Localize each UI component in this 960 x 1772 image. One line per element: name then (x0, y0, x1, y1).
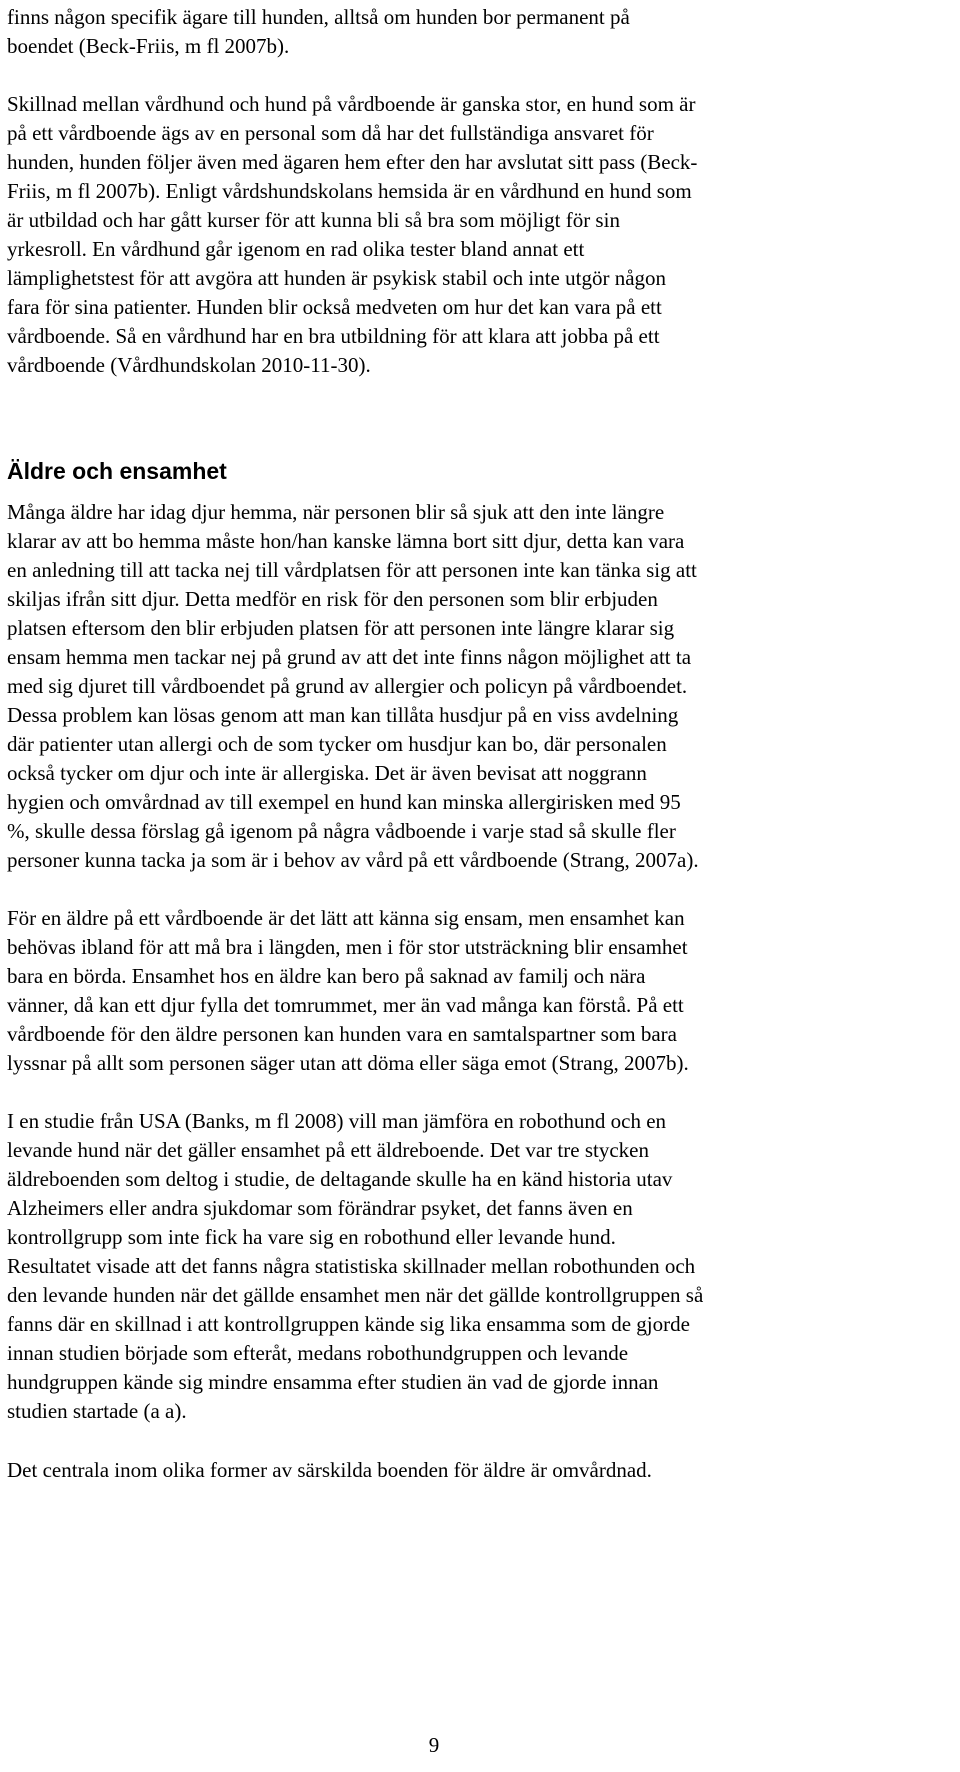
text-line: Skillnad mellan vårdhund och hund på vårdboende är ganska stor, en hund som är (7, 92, 696, 116)
text-line: personer kunna tacka ja som är i behov av vård på ett vårdboende (Strang, 2007a). (7, 848, 699, 872)
text-line: lämplighetstest för att avgöra att hunden är psykisk stabil och inte utgör någon (7, 266, 667, 290)
text-line: Alzheimers eller andra sjukdomar som förändrar psyket, det fanns även en (7, 1196, 633, 1220)
text-line: med sig djuret till vårdboendet på grund av allergier och policyn på vårdboendet. (7, 674, 688, 698)
text-line: innan studien började som efteråt, medans robothundgruppen och levande (7, 1341, 629, 1365)
text-line: yrkesroll. En vårdhund går igenom en rad olika tester bland annat ett (7, 237, 585, 261)
text-line: på ett vårdboende ägs av en personal som då har det fullständiga ansvaret för (7, 121, 654, 145)
text-line: fanns där en skillnad i att kontrollgruppen kände sig lika ensamma som de gjorde (7, 1312, 690, 1336)
text-line: För en äldre på ett vårdboende är det lätt att känna sig ensam, men ensamhet kan (7, 906, 685, 930)
text-line: bara en börda. Ensamhet hos en äldre kan bero på saknad av familj och nära (7, 964, 646, 988)
text-line: Det centrala inom olika former av särskilda boenden för äldre är omvårdnad. (7, 1458, 652, 1482)
text-line: fara för sina patienter. Hunden blir också medveten om hur det kan vara på ett (7, 295, 662, 319)
text-line: kontrollgrupp som inte fick ha vare sig en robothund eller levande hund. (7, 1225, 616, 1249)
text-line: %, skulle dessa förslag gå igenom på några vådboende i varje stad så skulle fler (7, 819, 676, 843)
section-heading: Äldre och ensamhet (7, 458, 227, 484)
text-line: hunden, hunden följer även med ägaren hem efter den har avslutat sitt pass (Beck- (7, 150, 698, 174)
text-line: studien startade (a a). (7, 1399, 187, 1423)
text-line: där patienter utan allergi och de som tycker om husdjur kan bo, där personalen (7, 732, 667, 756)
text-line: Många äldre har idag djur hemma, när personen blir så sjuk att den inte längre (7, 500, 665, 524)
text-line: den levande hunden när det gällde ensamhet men när det gällde kontrollgruppen så (7, 1283, 704, 1307)
text-line: hundgruppen kände sig mindre ensamma efter studien än vad de gjorde innan (7, 1370, 659, 1394)
text-line: klarar av att bo hemma måste hon/han kanske lämna bort sitt djur, detta kan vara (7, 529, 685, 553)
text-line: behövas ibland för att må bra i längden, men i för stor utsträckning blir ensamhet (7, 935, 688, 959)
text-line: är utbildad och har gått kurser för att kunna bli så bra som möjligt för sin (7, 208, 620, 232)
text-line: platsen eftersom den blir erbjuden platsen för att personen inte längre klarar sig (7, 616, 675, 640)
text-line: Dessa problem kan lösas genom att man kan tillåta husdjur på en viss avdelning (7, 703, 679, 727)
text-line: äldreboenden som deltog i studie, de deltagande skulle ha en känd historia utav (7, 1167, 673, 1191)
text-line: Resultatet visade att det fanns några statistiska skillnader mellan robothunden och (7, 1254, 696, 1278)
text-line: Friis, m fl 2007b). Enligt vårdshundskolans hemsida är en vårdhund en hund som (7, 179, 692, 203)
text-line: en anledning till att tacka nej till vårdplatsen för att personen inte kan tänka sig att (7, 558, 697, 582)
text-line: vårdboende för den äldre personen kan hunden vara en samtalspartner som bara (7, 1022, 677, 1046)
page-number: 9 (428, 1733, 440, 1757)
text-line: finns någon specifik ägare till hunden, alltså om hunden bor permanent på (7, 5, 630, 29)
text-line: boendet (Beck-Friis, m fl 2007b). (7, 34, 290, 58)
text-line: I en studie från USA (Banks, m fl 2008) vill man jämföra en robothund och en (7, 1109, 667, 1133)
text-line: ensam hemma men tackar nej på grund av att det inte finns någon möjlighet att ta (7, 645, 692, 669)
text-line: vårdboende. Så en vårdhund har en bra utbildning för att klara att jobba på ett (7, 324, 660, 348)
text-line: skiljas ifrån sitt djur. Detta medför en risk för den personen som blir erbjuden (7, 587, 658, 611)
text-line: vänner, då kan ett djur fylla det tomrummet, mer än vad många kan förstå. På ett (7, 993, 684, 1017)
text-line: levande hund när det gäller ensamhet på ett äldreboende. Det var tre stycken (7, 1138, 649, 1162)
text-line: vårdboende (Vårdhundskolan 2010-11-30). (7, 353, 371, 377)
text-line: också tycker om djur och inte är allergiska. Det är även bevisat att noggrann (7, 761, 647, 785)
text-line: lyssnar på allt som personen säger utan att döma eller säga emot (Strang, 2007b). (7, 1051, 689, 1075)
text-line: hygien och omvårdnad av till exempel en hund kan minska allergirisken med 95 (7, 790, 681, 814)
